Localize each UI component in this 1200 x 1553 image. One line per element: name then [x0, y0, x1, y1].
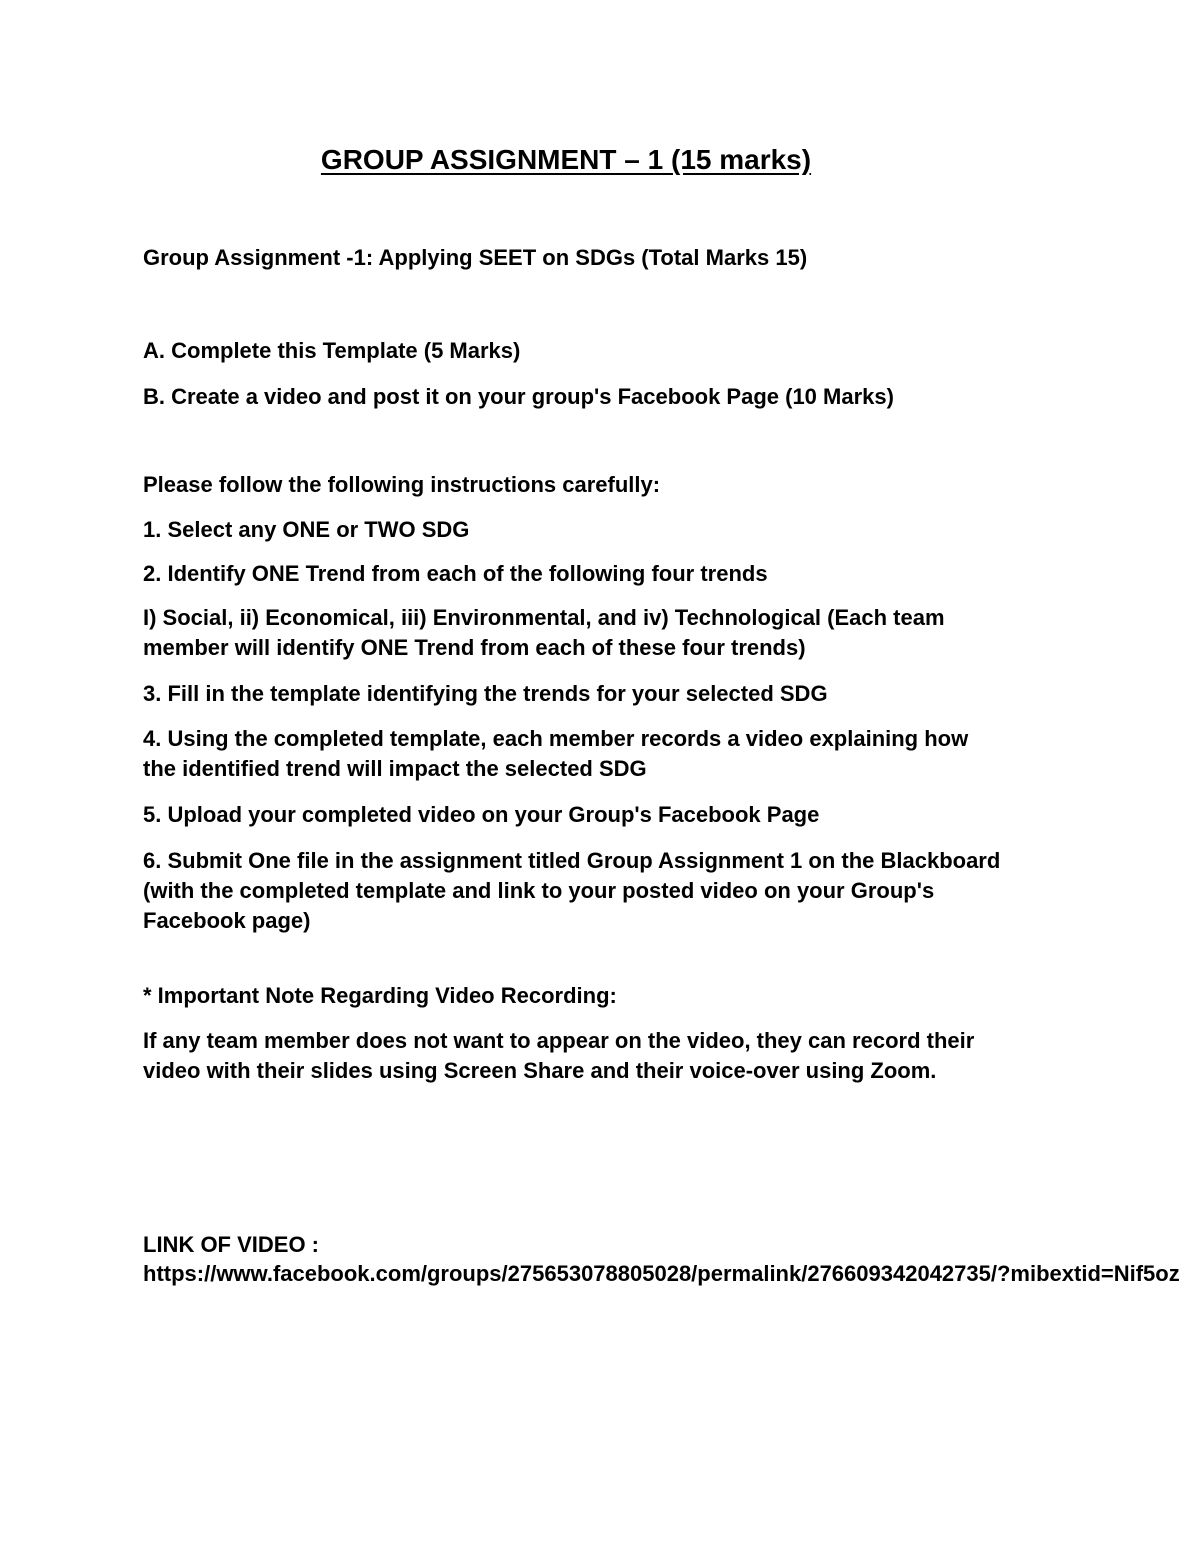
note-body: If any team member does not want to appear on the video, they can record their video with their slides using Screen Share and their voice-over using Zoom.: [143, 1028, 975, 1083]
video-link-label: LINK OF VIDEO :: [143, 1232, 319, 1257]
part-a: A. Complete this Template (5 Marks): [143, 338, 521, 363]
instruction-item: 1. Select any ONE or TWO SDG: [143, 517, 470, 542]
page-title: GROUP ASSIGNMENT – 1 (15 marks): [320, 144, 812, 175]
video-link-url[interactable]: https://www.facebook.com/groups/275653078805028/permalink/276609342042735/?mibextid=Nif5oz: [143, 1261, 1180, 1286]
instruction-item: 6. Submit One file in the assignment titled Group Assignment 1 on the Blackboard (with the completed template and link to your posted video on your Group's Facebook page): [143, 848, 1001, 933]
instruction-item: 5. Upload your completed video on your Group's Facebook Page: [143, 802, 820, 827]
note-heading: * Important Note Regarding Video Recording:: [143, 983, 617, 1008]
part-b: B. Create a video and post it on your group's Facebook Page (10 Marks): [143, 384, 894, 409]
assignment-subtitle: Group Assignment -1: Applying SEET on SDGs (Total Marks 15): [143, 245, 808, 270]
instruction-item: I) Social, ii) Economical, iii) Environmental, and iv) Technological (Each team member will identify ONE Trend from each of these four trends): [143, 605, 945, 660]
instruction-item: 4. Using the completed template, each member records a video explaining how the identified trend will impact the selected SDG: [143, 726, 969, 781]
instruction-item: 3. Fill in the template identifying the trends for your selected SDG: [143, 681, 828, 706]
instruction-item: 2. Identify ONE Trend from each of the following four trends: [143, 561, 768, 586]
instructions-heading: Please follow the following instructions carefully:: [143, 472, 661, 497]
